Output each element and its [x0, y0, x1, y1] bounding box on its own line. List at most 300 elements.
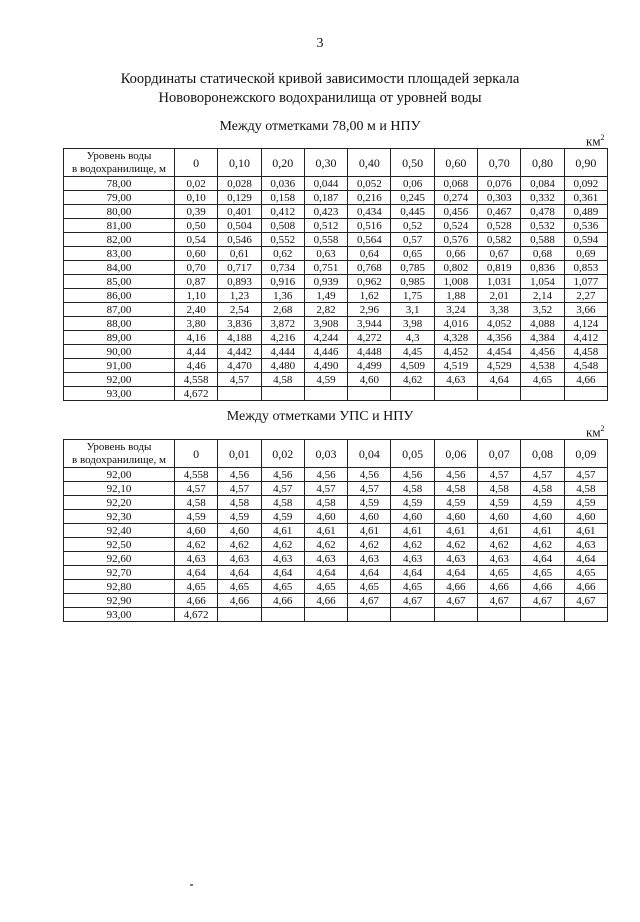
area-cell: 4,64	[304, 566, 347, 580]
area-cell: 0,478	[521, 205, 564, 219]
level-cell: 93,00	[64, 387, 175, 401]
area-cell: 4,188	[218, 331, 261, 345]
level-cell: 92,00	[64, 373, 175, 387]
area-cell: 4,384	[521, 331, 564, 345]
document-title	[0, 70, 640, 108]
area-cell: 4,46	[175, 359, 218, 373]
area-cell: 0,67	[478, 247, 521, 261]
level-cell: 92,50	[64, 538, 175, 552]
table1-unit-base: км	[586, 133, 601, 149]
area-cell: 4,45	[391, 345, 434, 359]
area-cell: 0,962	[348, 275, 391, 289]
column-header: 0,08	[521, 440, 564, 468]
area-cell: 4,57	[218, 482, 261, 496]
table-header-row	[64, 440, 608, 468]
area-cell: 4,61	[348, 524, 391, 538]
area-cell	[478, 387, 521, 401]
table-row	[64, 482, 608, 496]
area-cell: 4,480	[261, 359, 304, 373]
area-cell: 0,768	[348, 261, 391, 275]
area-cell: 4,63	[391, 552, 434, 566]
level-cell: 92,70	[64, 566, 175, 580]
area-cell: 0,068	[434, 177, 477, 191]
area-cell: 0,57	[391, 233, 434, 247]
table-row	[64, 331, 608, 345]
area-cell: 2,40	[175, 303, 218, 317]
area-cell: 4,65	[218, 580, 261, 594]
area-cell	[348, 608, 391, 622]
area-cell: 4,63	[434, 552, 477, 566]
area-cell: 2,14	[521, 289, 564, 303]
area-cell: 4,62	[175, 538, 218, 552]
area-cell: 2,27	[564, 289, 607, 303]
area-cell: 0,916	[261, 275, 304, 289]
area-cell: 0,028	[218, 177, 261, 191]
area-cell: 0,303	[478, 191, 521, 205]
area-cell: 4,62	[521, 538, 564, 552]
area-cell: 3,66	[564, 303, 607, 317]
area-cell: 4,61	[304, 524, 347, 538]
area-cell: 4,57	[348, 482, 391, 496]
column-header: 0	[175, 149, 218, 177]
table2-unit-exp: 2	[600, 424, 605, 433]
area-cell: 4,454	[478, 345, 521, 359]
area-cell	[391, 608, 434, 622]
area-cell: 0,819	[478, 261, 521, 275]
table-header-row	[64, 149, 608, 177]
level-cell: 92,30	[64, 510, 175, 524]
level-column-header	[64, 149, 175, 177]
area-cell: 4,60	[304, 510, 347, 524]
area-cell: 4,216	[261, 331, 304, 345]
area-cell: 4,62	[391, 538, 434, 552]
level-cell: 82,00	[64, 233, 175, 247]
area-cell	[218, 387, 261, 401]
level-cell: 92,20	[64, 496, 175, 510]
area-cell: 0,552	[261, 233, 304, 247]
area-cell	[348, 387, 391, 401]
area-cell: 0,06	[391, 177, 434, 191]
area-cell: 4,548	[564, 359, 607, 373]
area-cell: 4,64	[175, 566, 218, 580]
area-cell	[521, 387, 564, 401]
table-row	[64, 608, 608, 622]
area-cell: 0,423	[304, 205, 347, 219]
area-cell: 4,67	[348, 594, 391, 608]
area-cell: 4,59	[434, 496, 477, 510]
area-cell: 4,67	[478, 594, 521, 608]
area-cell: 4,456	[521, 345, 564, 359]
area-cell: 0,939	[304, 275, 347, 289]
area-cell: 0,467	[478, 205, 521, 219]
table-row	[64, 594, 608, 608]
area-cell: 4,63	[434, 373, 477, 387]
level-header-line-2: в водохранилище, м	[72, 162, 166, 175]
table-row	[64, 275, 608, 289]
table-row	[64, 289, 608, 303]
area-cell: 2,96	[348, 303, 391, 317]
area-cell: 4,61	[434, 524, 477, 538]
area-cell: 0,361	[564, 191, 607, 205]
area-cell: 2,54	[218, 303, 261, 317]
area-cell: 3,872	[261, 317, 304, 331]
level-cell: 92,60	[64, 552, 175, 566]
area-cell: 3,1	[391, 303, 434, 317]
area-cell: 0,512	[304, 219, 347, 233]
level-cell: 78,00	[64, 177, 175, 191]
area-cell: 0,582	[478, 233, 521, 247]
area-cell: 4,499	[348, 359, 391, 373]
level-cell: 92,90	[64, 594, 175, 608]
area-cell: 4,58	[261, 496, 304, 510]
area-cell: 0,489	[564, 205, 607, 219]
column-header: 0,30	[304, 149, 347, 177]
area-cell	[478, 608, 521, 622]
area-cell: 0,129	[218, 191, 261, 205]
table-row	[64, 566, 608, 580]
area-cell: 4,62	[218, 538, 261, 552]
area-cell: 0,332	[521, 191, 564, 205]
area-cell: 0,50	[175, 219, 218, 233]
area-cell: 4,65	[391, 580, 434, 594]
column-header: 0,20	[261, 149, 304, 177]
column-header: 0,90	[564, 149, 607, 177]
level-cell: 90,00	[64, 345, 175, 359]
table2-unit	[586, 424, 605, 440]
area-cell	[218, 608, 261, 622]
table1-heading: Между отметками 78,00 м и НПУ	[219, 119, 421, 134]
area-cell: 4,64	[564, 552, 607, 566]
area-cell: 4,60	[348, 373, 391, 387]
page-number: 3	[316, 36, 324, 51]
table-row	[64, 317, 608, 331]
area-cell: 0,092	[564, 177, 607, 191]
area-cell: 0,60	[175, 247, 218, 261]
area-cell: 4,66	[434, 580, 477, 594]
area-cell: 0,66	[434, 247, 477, 261]
area-cell	[521, 608, 564, 622]
column-header: 0,07	[478, 440, 521, 468]
area-cell: 4,64	[348, 566, 391, 580]
area-cell: 1,49	[304, 289, 347, 303]
table-row	[64, 247, 608, 261]
area-cell: 4,61	[261, 524, 304, 538]
area-cell: 4,59	[175, 510, 218, 524]
area-cell: 2,82	[304, 303, 347, 317]
area-cell: 3,80	[175, 317, 218, 331]
area-cell: 4,63	[218, 552, 261, 566]
table-row	[64, 524, 608, 538]
area-cell: 4,44	[175, 345, 218, 359]
area-cell: 4,63	[564, 538, 607, 552]
level-cell: 79,00	[64, 191, 175, 205]
table-row	[64, 219, 608, 233]
area-cell: 0,076	[478, 177, 521, 191]
area-cell: 4,59	[521, 496, 564, 510]
area-cell: 0,036	[261, 177, 304, 191]
area-cell: 4,58	[478, 482, 521, 496]
area-cell	[261, 387, 304, 401]
area-cell: 1,36	[261, 289, 304, 303]
area-cell: 3,24	[434, 303, 477, 317]
area-cell: 0,63	[304, 247, 347, 261]
area-cell: 0,52	[391, 219, 434, 233]
area-cell: 0,785	[391, 261, 434, 275]
area-cell: 4,65	[261, 580, 304, 594]
level-cell: 93,00	[64, 608, 175, 622]
area-cell: 4,66	[564, 373, 607, 387]
column-header: 0,50	[391, 149, 434, 177]
area-cell: 3,98	[391, 317, 434, 331]
column-header: 0	[175, 440, 218, 468]
column-header: 0,70	[478, 149, 521, 177]
area-cell: 3,38	[478, 303, 521, 317]
area-cell: 3,836	[218, 317, 261, 331]
area-cell: 4,64	[261, 566, 304, 580]
area-cell: 4,61	[478, 524, 521, 538]
area-cell: 4,052	[478, 317, 521, 331]
area-cell: 4,558	[175, 468, 218, 482]
area-cell: 4,66	[175, 594, 218, 608]
area-cell: 3,944	[348, 317, 391, 331]
area-cell: 4,60	[348, 510, 391, 524]
table-row	[64, 205, 608, 219]
area-cell: 4,65	[478, 566, 521, 580]
area-cell: 4,16	[175, 331, 218, 345]
column-header: 0,60	[434, 149, 477, 177]
area-cell: 4,58	[175, 496, 218, 510]
area-cell: 4,60	[564, 510, 607, 524]
level-cell: 92,80	[64, 580, 175, 594]
area-cell: 0,588	[521, 233, 564, 247]
column-header: 0,02	[261, 440, 304, 468]
area-cell: 4,57	[175, 482, 218, 496]
area-cell: 0,532	[521, 219, 564, 233]
level-cell: 92,40	[64, 524, 175, 538]
area-cell: 4,67	[564, 594, 607, 608]
area-cell: 0,893	[218, 275, 261, 289]
area-cell: 4,65	[175, 580, 218, 594]
area-cell: 4,3	[391, 331, 434, 345]
level-cell: 91,00	[64, 359, 175, 373]
area-cell: 4,63	[478, 552, 521, 566]
area-cell: 0,734	[261, 261, 304, 275]
area-cell: 0,576	[434, 233, 477, 247]
area-cell: 0,274	[434, 191, 477, 205]
area-cell: 4,57	[564, 468, 607, 482]
area-cell: 4,63	[261, 552, 304, 566]
area-cell: 4,56	[218, 468, 261, 482]
area-cell: 4,442	[218, 345, 261, 359]
area-cell: 0,985	[391, 275, 434, 289]
column-header: 0,01	[218, 440, 261, 468]
area-cell: 3,52	[521, 303, 564, 317]
area-cell: 4,58	[218, 496, 261, 510]
area-cell: 4,59	[304, 373, 347, 387]
area-cell: 4,62	[304, 538, 347, 552]
area-cell: 0,594	[564, 233, 607, 247]
table-row	[64, 177, 608, 191]
area-cell: 4,65	[304, 580, 347, 594]
level-cell: 84,00	[64, 261, 175, 275]
title-line-1: Координаты статической кривой зависимости площадей зеркала	[120, 71, 520, 87]
area-cell: 0,751	[304, 261, 347, 275]
level-column-header	[64, 440, 175, 468]
area-cell: 4,67	[434, 594, 477, 608]
table-row	[64, 580, 608, 594]
column-header: 0,40	[348, 149, 391, 177]
area-cell: 4,56	[434, 468, 477, 482]
area-cell: 4,57	[304, 482, 347, 496]
area-cell: 4,66	[218, 594, 261, 608]
scan-mark	[190, 884, 193, 886]
area-cell: 4,672	[175, 387, 218, 401]
column-header: 0,05	[391, 440, 434, 468]
area-cell: 4,57	[478, 468, 521, 482]
area-cell: 1,88	[434, 289, 477, 303]
area-cell: 4,66	[478, 580, 521, 594]
area-cell: 4,66	[261, 594, 304, 608]
area-cell: 4,60	[478, 510, 521, 524]
area-cell: 4,62	[478, 538, 521, 552]
level-cell: 85,00	[64, 275, 175, 289]
column-header: 0,10	[218, 149, 261, 177]
level-header-line-1: Уровень воды	[86, 440, 152, 453]
area-cell: 4,64	[391, 566, 434, 580]
area-cell: 4,63	[348, 552, 391, 566]
area-cell: 4,58	[391, 482, 434, 496]
area-cell: 4,59	[218, 510, 261, 524]
area-cell: 4,58	[261, 373, 304, 387]
area-cell: 0,564	[348, 233, 391, 247]
area-cell: 4,62	[348, 538, 391, 552]
area-cell: 4,66	[564, 580, 607, 594]
area-cell: 0,802	[434, 261, 477, 275]
area-cell: 4,57	[261, 482, 304, 496]
area-cell: 0,10	[175, 191, 218, 205]
area-cell	[261, 608, 304, 622]
table-row	[64, 345, 608, 359]
table2	[63, 439, 608, 622]
area-cell: 4,452	[434, 345, 477, 359]
area-cell: 4,470	[218, 359, 261, 373]
area-cell: 4,444	[261, 345, 304, 359]
area-cell: 4,63	[304, 552, 347, 566]
area-cell: 0,87	[175, 275, 218, 289]
table-row	[64, 373, 608, 387]
level-cell: 92,10	[64, 482, 175, 496]
table2-unit-base: км	[586, 424, 601, 440]
table1-unit-exp: 2	[600, 133, 605, 142]
area-cell: 4,61	[564, 524, 607, 538]
area-cell: 4,448	[348, 345, 391, 359]
area-cell: 4,58	[434, 482, 477, 496]
area-cell: 4,62	[261, 538, 304, 552]
area-cell: 4,124	[564, 317, 607, 331]
area-cell: 4,59	[564, 496, 607, 510]
area-cell: 0,65	[391, 247, 434, 261]
area-cell: 2,68	[261, 303, 304, 317]
area-cell: 0,084	[521, 177, 564, 191]
area-cell	[434, 387, 477, 401]
area-cell: 4,60	[391, 510, 434, 524]
area-cell: 0,39	[175, 205, 218, 219]
area-cell: 4,272	[348, 331, 391, 345]
area-cell: 4,412	[564, 331, 607, 345]
table-row	[64, 233, 608, 247]
area-cell: 4,62	[434, 538, 477, 552]
area-cell: 4,60	[175, 524, 218, 538]
level-cell: 88,00	[64, 317, 175, 331]
area-cell: 4,58	[304, 496, 347, 510]
area-cell: 4,60	[434, 510, 477, 524]
column-header: 0,80	[521, 149, 564, 177]
area-cell: 4,529	[478, 359, 521, 373]
table-row	[64, 538, 608, 552]
area-cell: 4,509	[391, 359, 434, 373]
area-cell: 1,62	[348, 289, 391, 303]
area-cell	[304, 387, 347, 401]
table1-unit	[586, 133, 605, 149]
area-cell: 0,456	[434, 205, 477, 219]
level-cell: 83,00	[64, 247, 175, 261]
column-header: 0,03	[304, 440, 347, 468]
level-cell: 80,00	[64, 205, 175, 219]
area-cell: 1,008	[434, 275, 477, 289]
area-cell: 0,853	[564, 261, 607, 275]
area-cell: 0,524	[434, 219, 477, 233]
area-cell: 4,59	[391, 496, 434, 510]
area-cell: 3,908	[304, 317, 347, 331]
area-cell: 1,031	[478, 275, 521, 289]
table-row	[64, 303, 608, 317]
area-cell: 4,56	[304, 468, 347, 482]
table-row	[64, 496, 608, 510]
column-header: 0,04	[348, 440, 391, 468]
column-header: 0,09	[564, 440, 607, 468]
level-cell: 86,00	[64, 289, 175, 303]
table-row	[64, 387, 608, 401]
area-cell: 4,65	[348, 580, 391, 594]
table-row	[64, 261, 608, 275]
area-cell	[434, 608, 477, 622]
area-cell: 1,23	[218, 289, 261, 303]
table-row	[64, 191, 608, 205]
area-cell: 4,538	[521, 359, 564, 373]
area-cell: 0,836	[521, 261, 564, 275]
level-cell: 81,00	[64, 219, 175, 233]
area-cell: 0,70	[175, 261, 218, 275]
area-cell: 4,61	[521, 524, 564, 538]
area-cell: 4,64	[218, 566, 261, 580]
area-cell: 0,445	[391, 205, 434, 219]
area-cell: 0,558	[304, 233, 347, 247]
area-cell: 4,490	[304, 359, 347, 373]
table1	[63, 148, 608, 401]
table2-heading: Между отметками УПС и НПУ	[226, 409, 414, 424]
area-cell	[304, 608, 347, 622]
area-cell: 0,245	[391, 191, 434, 205]
area-cell: 4,458	[564, 345, 607, 359]
area-cell: 4,67	[391, 594, 434, 608]
area-cell: 4,65	[521, 566, 564, 580]
title-line-2: Нововоронежского водохранилища от уровней воды	[158, 90, 482, 106]
area-cell: 0,61	[218, 247, 261, 261]
area-cell: 4,57	[521, 468, 564, 482]
area-cell	[564, 387, 607, 401]
area-cell: 0,68	[521, 247, 564, 261]
area-cell: 1,75	[391, 289, 434, 303]
